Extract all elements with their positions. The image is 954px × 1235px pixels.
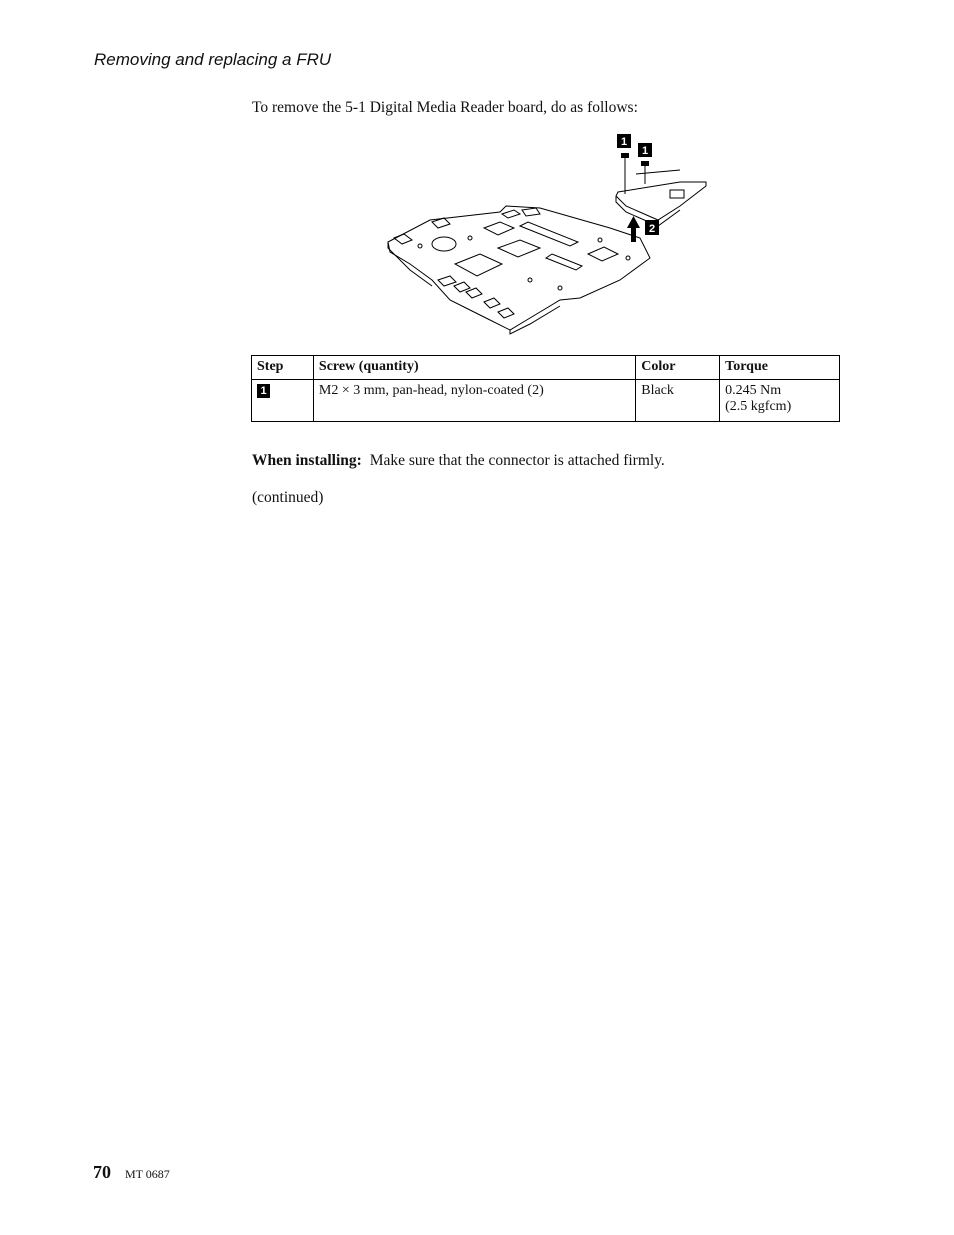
torque-kgfcm: (2.5 kgfcm): [725, 399, 792, 414]
color-cell: Black: [636, 380, 720, 422]
step-cell: [252, 380, 314, 422]
table-header-row: [252, 356, 840, 380]
machine-type: MT 0687: [125, 1167, 170, 1181]
torque-nm: 0.245 Nm: [725, 383, 782, 398]
note-text: Make sure that the connector is attached firmly.: [369, 452, 665, 469]
page-footer: [93, 1162, 170, 1183]
callout-2: 2: [648, 223, 656, 235]
running-header: Removing and replacing a FRU: [94, 50, 332, 69]
torque-cell: [720, 380, 840, 422]
col-color: Color: [636, 356, 720, 380]
col-step: Step: [252, 356, 314, 380]
continued-text: (continued): [252, 489, 324, 506]
installation-note: [252, 452, 665, 470]
table-row: [252, 380, 840, 422]
screw-cell: M2 × 3 mm, pan-head, nylon-coated (2): [313, 380, 635, 422]
intro-paragraph: To remove the 5-1 Digital Media Reader board, do as follows:: [252, 99, 638, 116]
col-screw: Screw (quantity): [313, 356, 635, 380]
step-badge: 1: [257, 384, 270, 398]
screw-table: [251, 355, 840, 422]
system-board-illustration: [380, 130, 720, 340]
note-label: When installing:: [252, 452, 362, 469]
callout-1b: 1: [641, 145, 649, 157]
callout-1a: 1: [620, 136, 628, 148]
col-torque: Torque: [720, 356, 840, 380]
page-number: 70: [93, 1162, 111, 1182]
